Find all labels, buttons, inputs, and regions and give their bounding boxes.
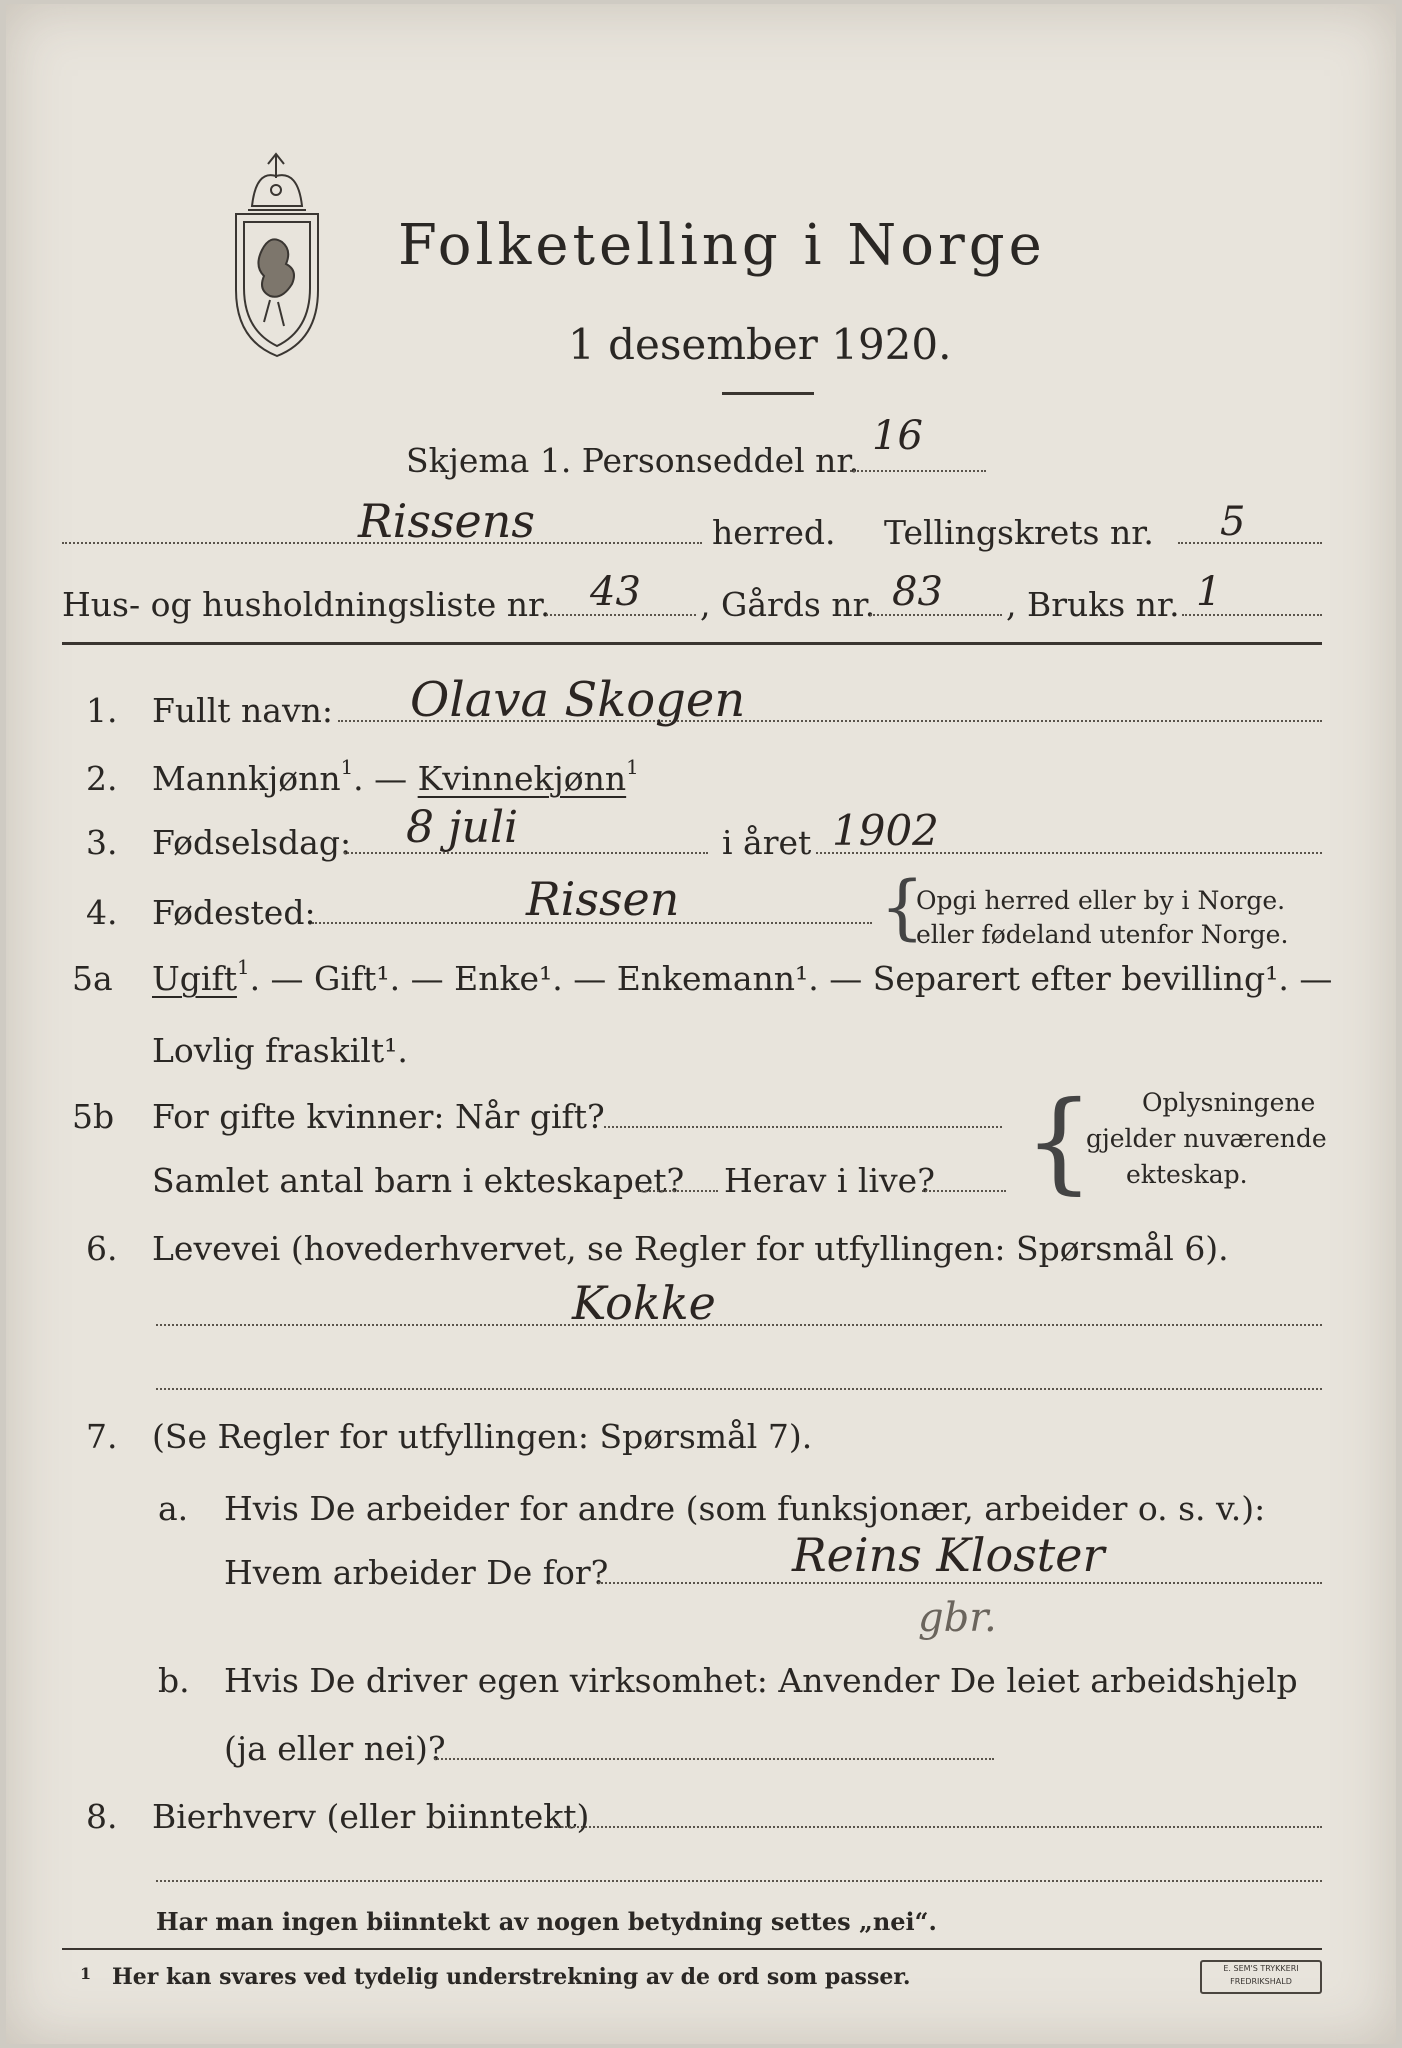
- q3-day-line: [344, 852, 708, 854]
- q5b-note-line3: ekteskap.: [1126, 1160, 1248, 1189]
- herred-label: herred.: [712, 513, 836, 552]
- q7a-text: Hvis De arbeider for andre (som funksjonær, arbeider o. s. v.):: [224, 1489, 1266, 1528]
- q2-male-option: Mannkjønn: [152, 759, 341, 798]
- q6-label: Levevei (hovederhvervet, se Regler for utfyllingen: Spørsmål 6).: [152, 1229, 1229, 1268]
- q3-label: Fødselsdag:: [152, 823, 352, 862]
- q5b-number: 5b: [72, 1097, 115, 1136]
- q7a-line: [598, 1582, 1322, 1584]
- q4-label: Fødested:: [152, 893, 316, 932]
- gards-label: , Gårds nr.: [700, 585, 876, 624]
- q5b-children-line: [638, 1190, 718, 1192]
- hus-value: 43: [590, 569, 641, 615]
- census-date: 1 desember 1920.: [568, 320, 952, 369]
- q3-birthday-value: 8 juli: [406, 802, 519, 853]
- q7a-letter: a.: [158, 1489, 189, 1528]
- q2-male-footnote: 1: [340, 756, 354, 779]
- skjema-label: Skjema 1. Personseddel nr.: [406, 441, 860, 480]
- q3-year-value: 1902: [832, 806, 939, 855]
- personseddel-line: [850, 470, 986, 472]
- form-title: Folketelling i Norge: [398, 213, 1046, 278]
- norwegian-lion-crest-icon: [218, 150, 336, 360]
- q3-number: 3.: [86, 823, 118, 862]
- q4-note-line2: eller fødeland utenfor Norge.: [916, 920, 1289, 949]
- q6-line1: [156, 1324, 1322, 1326]
- q5a-number: 5a: [72, 959, 113, 998]
- q4-birthplace-value: Rissen: [526, 872, 680, 926]
- printer-stamp: [1200, 1960, 1322, 1994]
- q2-female-footnote: 1: [626, 756, 639, 779]
- q5b-children: Samlet antal barn i ekteskapet?: [152, 1161, 685, 1200]
- personseddel-nr-value: 16: [872, 413, 923, 459]
- q7a-question: Hvem arbeider De for?: [224, 1553, 609, 1592]
- q5b-when-line: [604, 1126, 1002, 1128]
- q7b-question: (ja eller nei)?: [224, 1729, 446, 1768]
- q1-name-value: Olava Skogen: [410, 672, 746, 728]
- tellingskrets-line: [1178, 542, 1322, 544]
- footnote-text: Her kan svares ved tydelig understrekning av de ord som passer.: [112, 1964, 911, 1990]
- q5a-options: [152, 956, 1333, 998]
- q7b-letter: b.: [158, 1661, 190, 1700]
- q4-number: 4.: [86, 893, 118, 932]
- header-divider: [722, 392, 814, 395]
- q5b-note-line1: Oplysningene: [1142, 1088, 1316, 1117]
- gards-value: 83: [892, 569, 943, 615]
- footnote-divider: [62, 1948, 1322, 1950]
- q6-number: 6.: [86, 1229, 118, 1268]
- hus-label: Hus- og husholdningsliste nr.: [62, 585, 551, 624]
- q4-brace: {: [880, 866, 925, 948]
- q7b-text: Hvis De driver egen virksomhet: Anvender De leiet arbeidshjelp: [224, 1661, 1298, 1700]
- q5a-other-options: . — Gift¹. — Enke¹. — Enkemann¹. — Separert efter bevilling¹. —: [249, 959, 1333, 998]
- footer-note: Har man ingen biinntekt av nogen betydning settes „nei“.: [156, 1907, 937, 1936]
- q2-female-option: Kvinnekjønn: [417, 759, 627, 798]
- q6-occupation-value: Kokke: [572, 1276, 716, 1330]
- q5b-alive: Herav i live?: [724, 1161, 935, 1200]
- q1-number: 1.: [86, 691, 118, 730]
- q8-line1: [554, 1826, 1322, 1828]
- q7-label: (Se Regler for utfyllingen: Spørsmål 7).: [152, 1417, 813, 1456]
- q7a-note-value: gbr.: [918, 1595, 997, 1641]
- section-divider: [62, 642, 1322, 645]
- printer-stamp-line2: FREDRIKSHALD: [1230, 1977, 1292, 1986]
- q5b-brace: {: [1024, 1077, 1094, 1205]
- q2-sex-options: [152, 756, 639, 798]
- tellingskrets-value: 5: [1220, 499, 1246, 545]
- q5b-alive-line: [922, 1190, 1006, 1192]
- bruks-value: 1: [1196, 569, 1222, 615]
- q7-number: 7.: [86, 1417, 118, 1456]
- q3-year-label: i året: [722, 823, 812, 862]
- q5b-note-line2: gjelder nuværende: [1086, 1124, 1327, 1153]
- herred-value: Rissens: [358, 494, 536, 548]
- q2-separator: . —: [353, 759, 408, 798]
- q1-label: Fullt navn:: [152, 691, 333, 730]
- q8-label: Bierhverv (eller biinntekt): [152, 1797, 590, 1836]
- q4-note-line1: Opgi herred eller by i Norge.: [916, 886, 1286, 915]
- footnote-number: 1: [80, 1964, 92, 1983]
- q6-line2: [156, 1388, 1322, 1390]
- bruks-label: , Bruks nr.: [1006, 585, 1180, 624]
- q7b-line: [434, 1758, 994, 1760]
- q5a-ugift-option: Ugift: [152, 959, 237, 998]
- q8-line2: [156, 1880, 1322, 1882]
- q7a-employer-value: Reins Kloster: [792, 1528, 1105, 1582]
- q5a-ugift-footnote: 1: [236, 956, 250, 979]
- census-form-page: [6, 4, 1396, 2044]
- q5a-line2: Lovlig fraskilt¹.: [152, 1031, 408, 1070]
- tellingskrets-label: Tellingskrets nr.: [884, 513, 1154, 552]
- printer-stamp-line1: E. SEM'S TRYKKERI: [1223, 1964, 1299, 1973]
- q8-number: 8.: [86, 1797, 118, 1836]
- q5b-when-married: For gifte kvinner: Når gift?: [152, 1097, 605, 1136]
- q2-number: 2.: [86, 759, 118, 798]
